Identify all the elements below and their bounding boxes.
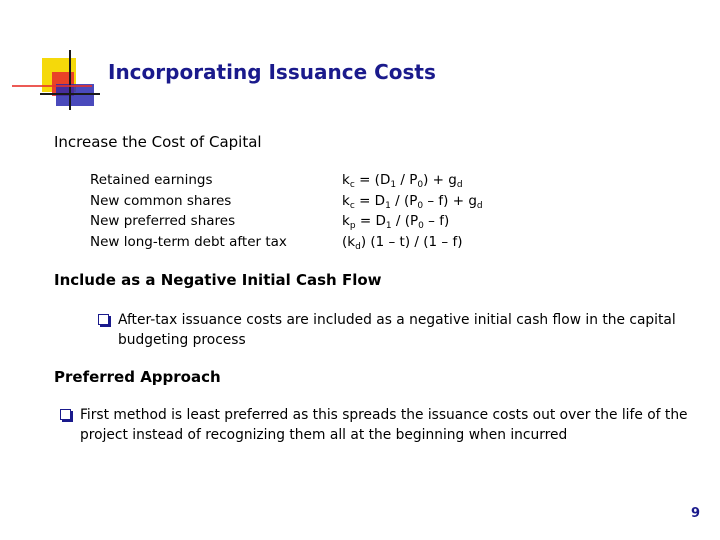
formula-new-preferred: $k_p = D_1 / (P_0 - f)$ xyxy=(342,213,450,232)
list-item: New preferred shares xyxy=(90,213,236,230)
slide-title: Incorporating Issuance Costs xyxy=(108,60,436,84)
list-item: Retained earnings xyxy=(90,172,213,188)
page-number: 9 xyxy=(690,506,700,521)
cost-formula-list xyxy=(342,170,483,252)
section-heading-cost-of-capital: Increase the Cost of Capital xyxy=(54,133,262,151)
formula-retained-earnings: $k_c = (D_1 / P_0) + g_d$ xyxy=(342,172,463,190)
formula-new-common: $k_c = D_1 / (P_0 - f) + g_d$ xyxy=(342,192,483,211)
decorative-logo-icon xyxy=(0,0,110,120)
section-heading-negative-cash-flow: Include as a Negative Initial Cash Flow xyxy=(54,271,382,289)
hollow-square-icon xyxy=(98,314,109,325)
bullet-item xyxy=(98,310,698,350)
section-heading-preferred-approach: Preferred Approach xyxy=(54,368,221,386)
bullet-text: First method is least preferred as this spreads the issuance costs out over the life of the project instead of recognizing them all at the beginning when incurred xyxy=(80,407,688,443)
list-item: New common shares xyxy=(90,192,232,209)
bullet-item xyxy=(60,405,690,445)
issuance-source-list xyxy=(90,170,287,252)
formula-new-debt: $(k_d)$ (1 – t) / (1 – f) xyxy=(342,233,463,252)
hollow-square-icon xyxy=(60,409,71,420)
bullet-text: After-tax issuance costs are included as a negative initial cash flow in the capital budgeting process xyxy=(118,312,676,348)
list-item: New long-term debt after tax xyxy=(90,233,287,250)
